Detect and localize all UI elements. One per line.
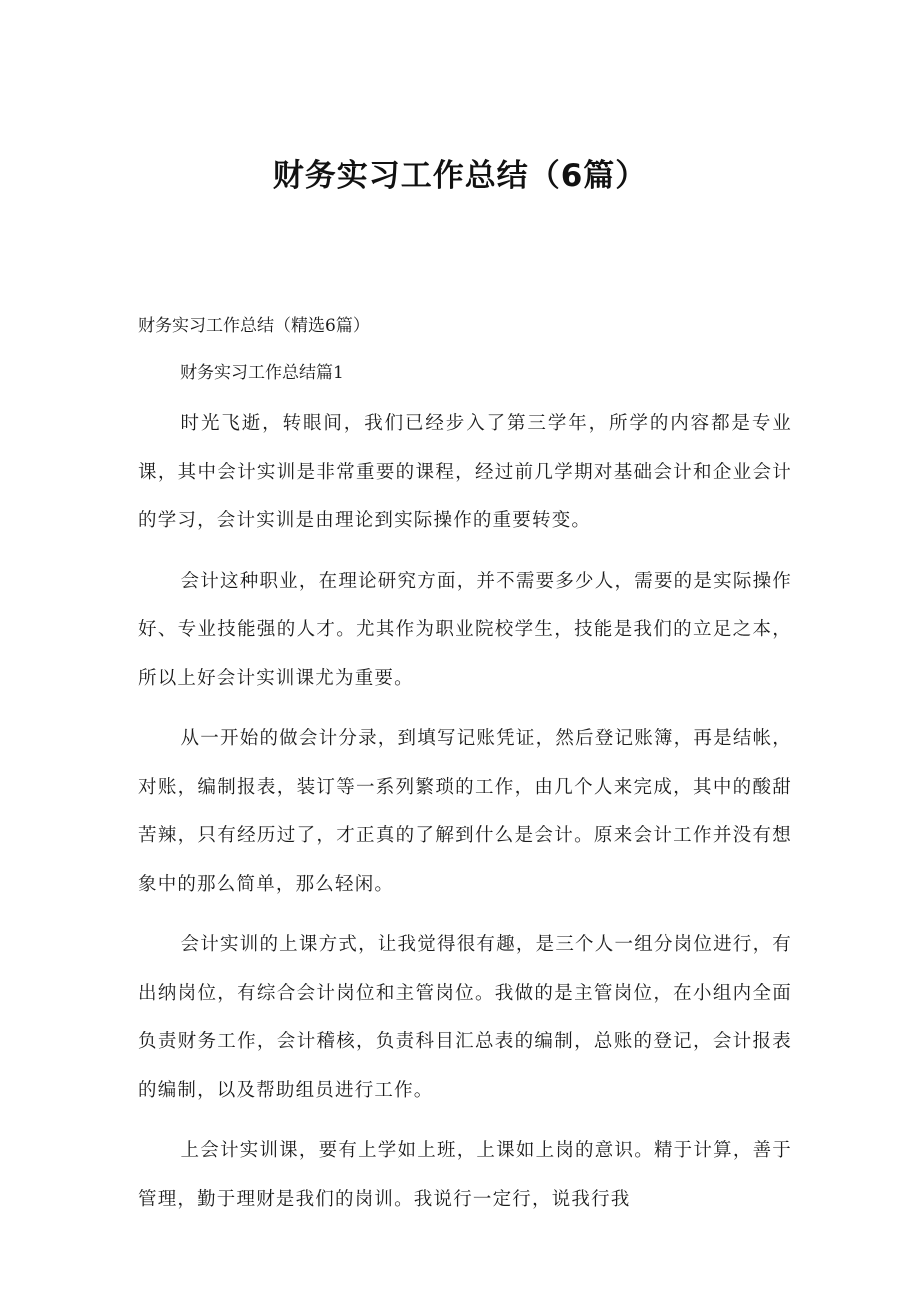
document-title: 财务实习工作总结（6篇） <box>272 158 648 194</box>
document-subtitle: 财务实习工作总结（精选6篇） <box>138 316 370 336</box>
paragraph: 上会计实训课，要有上学如上班，上课如上岗的意识。精于计算，善于管理，勤于理财是我们的岗训。我说行一定行，说我行我 <box>138 1140 792 1210</box>
paragraph-list <box>138 400 792 1236</box>
section-heading: 财务实习工作总结篇1 <box>180 363 344 383</box>
paragraph: 时光飞逝，转眼间，我们已经步入了第三学年，所学的内容都是专业课，其中会计实训是非常重要的课程，经过前几学期对基础会计和企业会计的学习，会计实训是由理论到实际操作的重要转变。 <box>138 413 792 531</box>
paragraph: 会计这种职业，在理论研究方面，并不需要多少人，需要的是实际操作好、专业技能强的人才。尤其作为职业院校学生，技能是我们的立足之本，所以上好会计实训课尤为重要。 <box>138 570 792 689</box>
paragraph: 从一开始的做会计分录，到填写记账凭证，然后登记账簿，再是结帐，对账，编制报表，装订等一系列繁琐的工作，由几个人来完成，其中的酸甜苦辣，只有经历过了，才正真的了解到什么是会计。原来会计工作并没有想象中的那么简单，那么轻闲。 <box>138 728 792 895</box>
paragraph: 会计实训的上课方式，让我觉得很有趣，是三个人一组分岗位进行，有出纳岗位，有综合会计岗位和主管岗位。我做的是主管岗位，在小组内全面负责财务工作，会计稽核，负责科目汇总表的编制，总账的登记，会计报表的编制，以及帮助组员进行工作。 <box>138 934 792 1101</box>
